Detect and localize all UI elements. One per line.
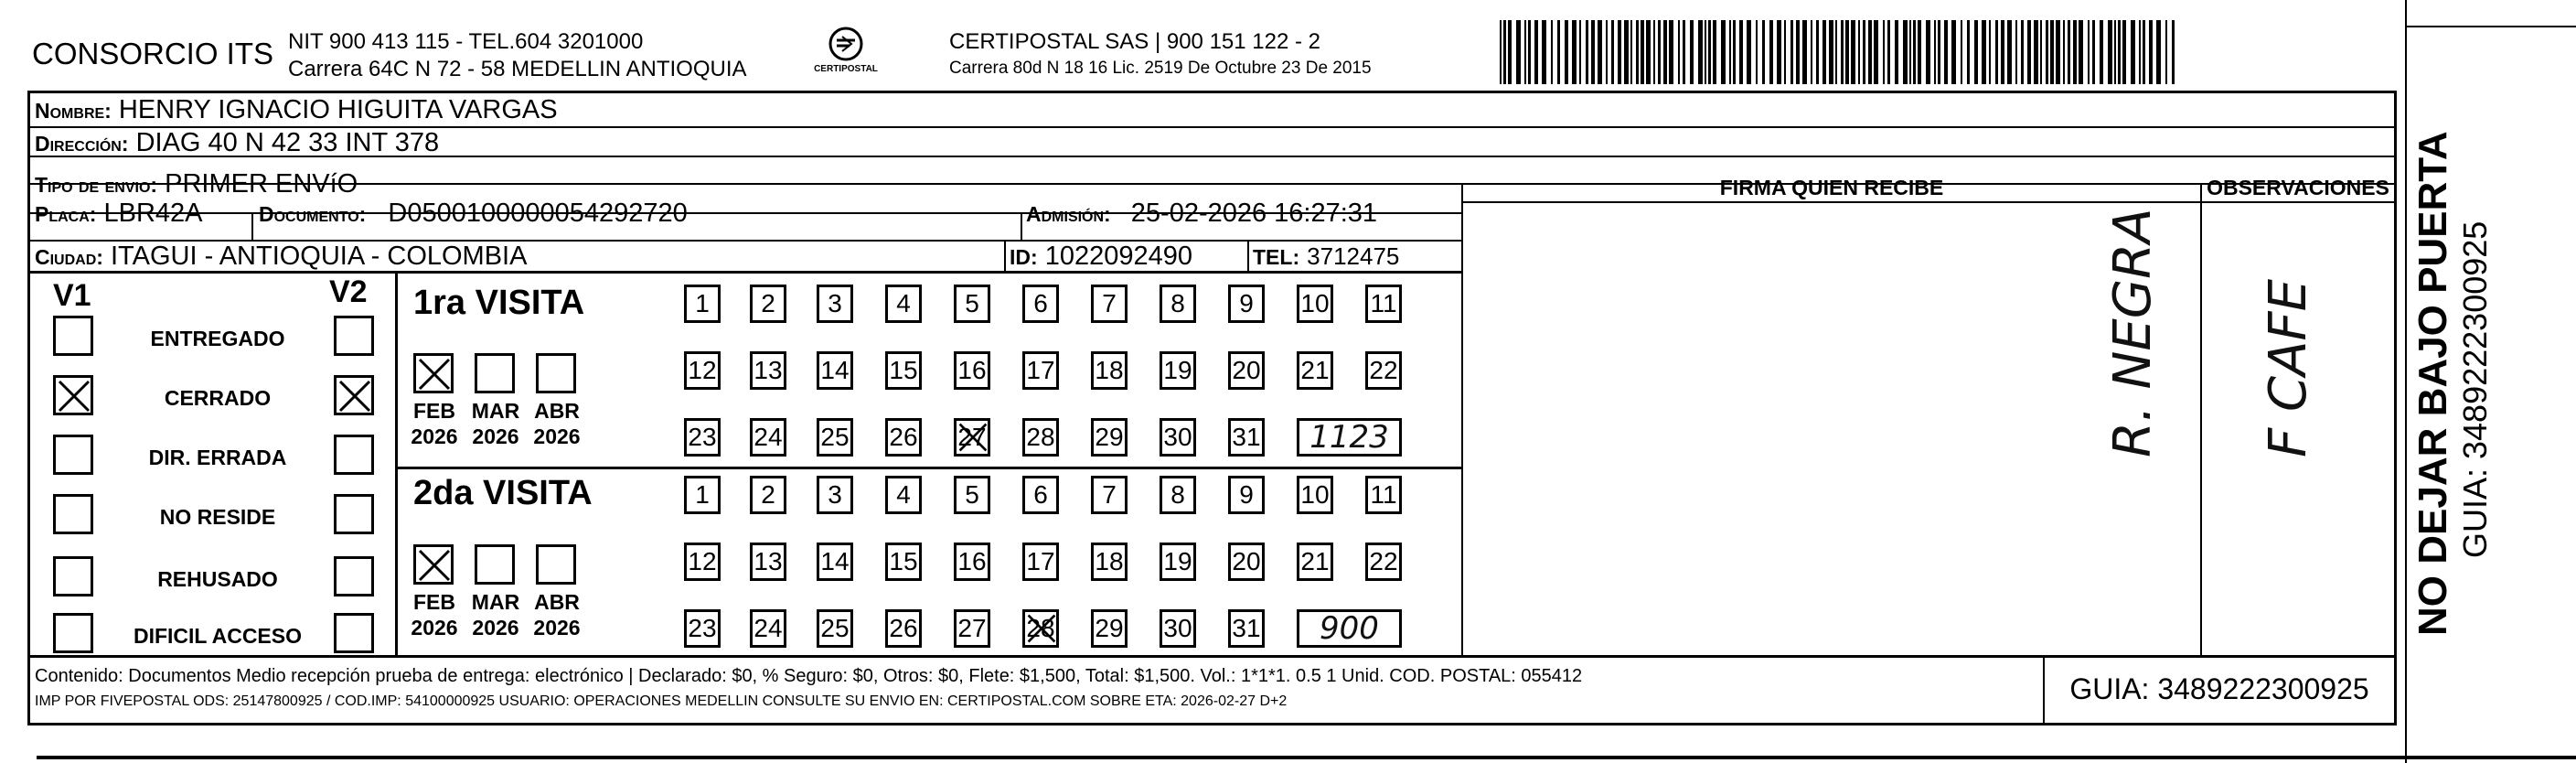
visit-2-day-25[interactable] [817, 609, 853, 648]
v1-label: V1 [53, 278, 91, 313]
side-warning: NO DEJAR BAJO PUERTA [2410, 131, 2455, 636]
visit-1-day-label: 4 [896, 289, 911, 317]
visit-1-day-label: 12 [688, 356, 717, 384]
visit-2-day-3[interactable] [817, 476, 853, 514]
visit-1-day-7[interactable] [1091, 285, 1128, 323]
visit-2-day-label: 29 [1095, 614, 1124, 642]
visit-2-day-23[interactable] [684, 609, 721, 648]
visit-2-day-label: 16 [957, 547, 987, 575]
v2-checkbox-dir-errada[interactable] [334, 435, 374, 475]
visit-2-day-9[interactable] [1228, 476, 1265, 514]
status-label-dificil-acceso: DIFICIL ACCESO [133, 624, 302, 648]
admision-value: 25-02-2026 16:27:31 [1130, 199, 1378, 228]
visit-1-day-label: 19 [1163, 356, 1192, 384]
barcode [1500, 20, 2176, 84]
visit-2-month-label-feb: FEB 2026 [411, 590, 458, 639]
visit-1-day-label: 28 [1026, 423, 1055, 451]
tipo-value: PRIMER ENVíO [165, 169, 358, 199]
visit-1-day-14[interactable] [817, 351, 853, 390]
direccion-value: DIAG 40 N 42 33 INT 378 [135, 128, 440, 157]
visit-1-month-checkbox-mar[interactable] [475, 353, 515, 393]
visit-1-day-27[interactable] [954, 418, 990, 457]
visit-1-day-11[interactable] [1365, 285, 1402, 323]
visit-1-day-4[interactable] [885, 285, 922, 323]
visit-2-day-27[interactable] [954, 609, 990, 648]
certipostal-name: CERTIPOSTAL SAS | 900 151 122 - 2 [949, 29, 1320, 54]
visit-2-day-8[interactable] [1160, 476, 1196, 514]
visit-2-day-label: 26 [889, 614, 918, 642]
visit-2-day-label: 1 [695, 480, 710, 509]
visit-1-day-label: 13 [754, 356, 783, 384]
visit-2-day-label: 4 [896, 480, 911, 509]
v1-checkbox-rehusado[interactable] [53, 556, 93, 596]
visit-2-day-label: 11 [1370, 480, 1397, 509]
logo-text: CERTIPOSTAL [814, 64, 878, 74]
ciudad-value: ITAGUI - ANTIOQUIA - COLOMBIA [111, 242, 528, 271]
visit-1-day-label: 20 [1232, 356, 1261, 384]
observation-note-2: F CAFE [2259, 278, 2318, 457]
visit-1-day-16[interactable] [954, 351, 990, 390]
visit-1-day-15[interactable] [885, 351, 922, 390]
v2-checkbox-dificil-acceso[interactable] [334, 613, 374, 653]
visit-2-day-19[interactable] [1160, 543, 1196, 581]
v1-checkbox-cerrado[interactable] [53, 375, 93, 415]
visit-2-handwritten-time: 900 [1320, 610, 1379, 647]
visit-2-title: 2da VISITA [413, 474, 593, 512]
visit-2-day-24[interactable] [750, 609, 786, 648]
certipostal-logo-icon [809, 24, 882, 79]
id-row [1010, 241, 1192, 273]
visit-2-day-label: 5 [965, 480, 979, 509]
visit-2-day-label: 2 [761, 480, 775, 509]
visit-2-day-label: 28 [1026, 614, 1055, 642]
visit-2-day-label: 9 [1239, 480, 1254, 509]
visit-1-day-label: 6 [1033, 289, 1048, 317]
visit-1-day-24[interactable] [750, 418, 786, 457]
visit-2-day-5[interactable] [954, 476, 990, 514]
visit-2-day-label: 14 [820, 547, 850, 575]
nombre-row [35, 94, 558, 126]
visit-2-day-label: 6 [1033, 480, 1048, 509]
visit-1-day-label: 22 [1369, 356, 1398, 384]
visit-1-day-label: 15 [889, 356, 918, 384]
visit-2-day-7[interactable] [1091, 476, 1128, 514]
status-label-entregado: ENTREGADO [150, 327, 285, 350]
visit-2-day-18[interactable] [1091, 543, 1128, 581]
visit-2-day-20[interactable] [1228, 543, 1265, 581]
visit-2-day-label: 19 [1163, 547, 1192, 575]
visit-1-day-label: 14 [820, 356, 850, 384]
visit-1-day-17[interactable] [1022, 351, 1059, 390]
visit-2-month-checkbox-abr[interactable] [536, 544, 576, 585]
v2-label: V2 [329, 274, 368, 309]
visit-1-day-label: 31 [1232, 423, 1261, 451]
visit-2-day-26[interactable] [885, 609, 922, 648]
visit-2-day-label: 21 [1300, 547, 1330, 575]
visit-1-day-10[interactable] [1297, 285, 1333, 323]
visit-1-day-25[interactable] [817, 418, 853, 457]
visit-1-time-box[interactable] [1297, 418, 1402, 457]
visit-1-day-label: 30 [1163, 423, 1192, 451]
visit-2-day-2[interactable] [750, 476, 786, 514]
visit-1-day-20[interactable] [1228, 351, 1265, 390]
ciudad-row [35, 241, 527, 273]
direccion-row [35, 127, 439, 159]
visit-1-day-6[interactable] [1022, 285, 1059, 323]
visit-2-day-label: 23 [688, 614, 717, 642]
visit-1-day-label: 2 [761, 289, 775, 317]
visit-2-day-label: 25 [820, 614, 850, 642]
visit-1-day-label: 11 [1370, 289, 1397, 317]
visit-1-day-label: 1 [695, 289, 710, 317]
observations-header: OBSERVACIONES [2207, 176, 2389, 199]
visit-2-day-label: 12 [688, 547, 717, 575]
visit-2-day-label: 8 [1170, 480, 1185, 509]
visit-2-day-31[interactable] [1228, 609, 1265, 648]
company-address: Carrera 64C N 72 - 58 MEDELLIN ANTIOQUIA [288, 57, 747, 81]
visit-2-day-label: 3 [828, 480, 842, 509]
visit-1-day-label: 16 [957, 356, 987, 384]
visit-2-day-14[interactable] [817, 543, 853, 581]
placa-row [35, 198, 203, 230]
v1-checkbox-entregado[interactable] [53, 316, 93, 356]
visit-1-day-12[interactable] [684, 351, 721, 390]
visit-1-day-1[interactable] [684, 285, 721, 323]
tel-value: 3712475 [1307, 242, 1400, 270]
visit-2-month-checkbox-mar[interactable] [475, 544, 515, 585]
visit-1-day-label: 17 [1026, 356, 1055, 384]
visit-1-day-label: 26 [889, 423, 918, 451]
visit-2-day-label: 10 [1300, 480, 1330, 509]
visit-2-day-label: 7 [1102, 480, 1117, 509]
documento-row [259, 198, 688, 230]
tipo-label: Tipo de envio: [35, 173, 158, 197]
v1-checkbox-no-reside[interactable] [53, 494, 93, 534]
observation-note-1: R. NEGRA [2103, 208, 2163, 457]
visit-2-time-box[interactable] [1297, 609, 1402, 648]
visit-2-day-label: 13 [754, 547, 783, 575]
visit-1-day-label: 8 [1170, 289, 1185, 317]
visit-1-month-label-mar: MAR 2026 [471, 399, 520, 448]
visit-2-day-label: 31 [1232, 614, 1261, 642]
status-label-cerrado: CERRADO [164, 386, 272, 410]
status-label-rehusado: REHUSADO [157, 567, 278, 591]
visit-1-day-label: 23 [688, 423, 717, 451]
visit-2-day-17[interactable] [1022, 543, 1059, 581]
visit-2-day-4[interactable] [885, 476, 922, 514]
direccion-label: Dirección: [35, 132, 129, 156]
placa-value: LBR42A [103, 199, 203, 228]
status-label-no-reside: NO RESIDE [159, 505, 276, 529]
visit-2-day-29[interactable] [1091, 609, 1128, 648]
admision-label: Admisión: [1026, 202, 1111, 226]
visit-1-day-label: 29 [1095, 423, 1124, 451]
footer-imp-line: IMP POR FIVEPOSTAL ODS: 25147800925 / COD.IMP: 54100000925 USUARIO: OPERACIONES MEDELLIN CONSULTE SU ENVIO EN: CERTIPOSTAL.COM SOBRE ETA: 2026-02-27 D+2 [35, 693, 1288, 709]
visit-1-day-label: 7 [1102, 289, 1117, 317]
visit-2-day-11[interactable] [1365, 476, 1402, 514]
visit-1-day-label: 24 [754, 423, 783, 451]
visit-2-month-checkbox-feb[interactable] [413, 544, 454, 585]
id-label: ID: [1010, 245, 1038, 269]
signature-header: FIRMA QUIEN RECIBE [1719, 176, 1944, 199]
v2-checkbox-entregado[interactable] [334, 316, 374, 356]
visit-1-day-8[interactable] [1160, 285, 1196, 323]
visit-1-day-13[interactable] [750, 351, 786, 390]
footer-guia: GUIA: 3489222300925 [2069, 672, 2369, 705]
admision-row [1026, 198, 1377, 230]
visit-2-day-6[interactable] [1022, 476, 1059, 514]
v1-checkbox-dir-errada[interactable] [53, 435, 93, 475]
visit-1-day-26[interactable] [885, 418, 922, 457]
visit-2-month-label-abr: ABR 2026 [533, 590, 581, 639]
visit-1-day-label: 9 [1239, 289, 1254, 317]
tel-label: TEL: [1253, 245, 1300, 269]
visit-2-day-label: 24 [754, 614, 783, 642]
visit-1-month-label-feb: FEB 2026 [411, 399, 458, 448]
footer-contenido: Contenido: Documentos Medio recepción prueba de entrega: electrónico | Declarado: $0, % Seguro: $0, Otros: $0, Flete: $1,500, Total: $1,500. Vol.: 1*1*1. 0.5 1 Unid. COD. POSTAL: 055412 [35, 666, 1583, 686]
visit-2-day-label: 20 [1232, 547, 1261, 575]
visit-2-day-label: 17 [1026, 547, 1055, 575]
documento-value: D0500100000054292720 [388, 199, 688, 228]
visit-1-day-18[interactable] [1091, 351, 1128, 390]
visit-1-day-28[interactable] [1022, 418, 1059, 457]
visit-2-day-label: 30 [1163, 614, 1192, 642]
tipo-row [35, 168, 358, 200]
visit-1-day-22[interactable] [1365, 351, 1402, 390]
documento-label: Documento: [259, 202, 367, 226]
visit-2-day-28[interactable] [1022, 609, 1059, 648]
v2-checkbox-rehusado[interactable] [334, 556, 374, 596]
visit-1-day-21[interactable] [1297, 351, 1333, 390]
visit-2-day-1[interactable] [684, 476, 721, 514]
status-label-dir-errada: DIR. ERRADA [148, 446, 287, 469]
visit-1-day-5[interactable] [954, 285, 990, 323]
visit-1-month-label-abr: ABR 2026 [533, 399, 581, 448]
visit-2-day-10[interactable] [1297, 476, 1333, 514]
visit-1-day-23[interactable] [684, 418, 721, 457]
visit-1-day-label: 21 [1300, 356, 1330, 384]
visit-1-day-label: 10 [1300, 289, 1330, 317]
nombre-value: HENRY IGNACIO HIGUITA VARGAS [118, 95, 558, 124]
visit-2-day-30[interactable] [1160, 609, 1196, 648]
placa-label: Placa: [35, 202, 97, 226]
tel-row [1253, 241, 1399, 273]
visit-2-month-label-mar: MAR 2026 [471, 590, 520, 639]
visit-1-month-checkbox-abr[interactable] [536, 353, 576, 393]
visit-2-day-label: 22 [1369, 547, 1398, 575]
visit-1-month-checkbox-feb[interactable] [413, 353, 454, 393]
visit-1-handwritten-time: 1123 [1309, 419, 1389, 456]
v2-checkbox-cerrado[interactable] [334, 375, 374, 415]
company-name: CONSORCIO ITS [32, 37, 274, 70]
visit-2-day-21[interactable] [1297, 543, 1333, 581]
visit-1-day-label: 3 [828, 289, 842, 317]
v2-checkbox-no-reside[interactable] [334, 494, 374, 534]
visit-1-day-label: 25 [820, 423, 850, 451]
visit-1-day-31[interactable] [1228, 418, 1265, 457]
visit-1-day-3[interactable] [817, 285, 853, 323]
certipostal-address: Carrera 80d N 18 16 Lic. 2519 De Octubre 23 De 2015 [949, 59, 1372, 78]
visit-2-day-13[interactable] [750, 543, 786, 581]
visit-1-day-9[interactable] [1228, 285, 1265, 323]
visit-1-title: 1ra VISITA [413, 284, 585, 322]
visit-2-day-22[interactable] [1365, 543, 1402, 581]
ciudad-label: Ciudad: [35, 245, 103, 269]
side-guia: GUIA: 3489222300925 [2456, 220, 2494, 558]
v1-checkbox-dificil-acceso[interactable] [53, 613, 93, 653]
visit-2-day-16[interactable] [954, 543, 990, 581]
visit-1-day-29[interactable] [1091, 418, 1128, 457]
visit-1-day-2[interactable] [750, 285, 786, 323]
visit-1-day-label: 18 [1095, 356, 1124, 384]
id-value: 1022092490 [1044, 242, 1193, 271]
nombre-label: Nombre: [35, 99, 112, 123]
visit-1-day-19[interactable] [1160, 351, 1196, 390]
visit-2-day-15[interactable] [885, 543, 922, 581]
visit-1-day-30[interactable] [1160, 418, 1196, 457]
visit-2-day-label: 18 [1095, 547, 1124, 575]
visit-1-day-label: 27 [957, 423, 987, 451]
visit-1-day-label: 5 [965, 289, 979, 317]
visit-2-day-label: 27 [957, 614, 987, 642]
visit-2-day-12[interactable] [684, 543, 721, 581]
company-nit: NIT 900 413 115 - TEL.604 3201000 [288, 29, 644, 54]
visit-2-day-label: 15 [889, 547, 918, 575]
